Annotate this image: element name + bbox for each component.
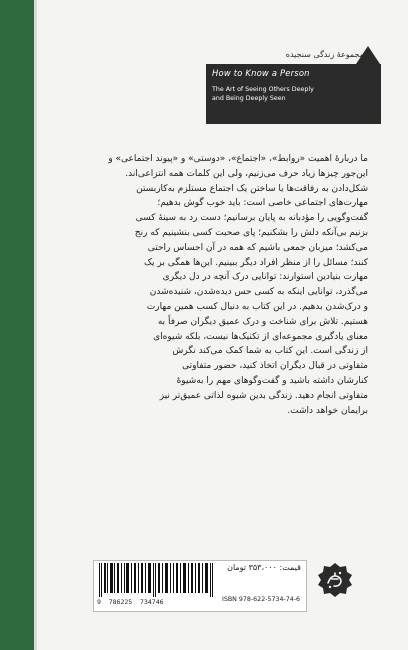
blurb-line: شکل‌دادن به رفاقت‌ها یا ساختن یک اجتماع مستلزم به‌کاربستن [136, 183, 368, 194]
blurb-line: متفاوتی در قبال دیگران اتخاذ کنید، حضور متفاوتی [182, 361, 368, 372]
english-title: How to Know a Person [212, 68, 310, 78]
blurb-line: برایمان خواهد داشت. [287, 405, 368, 416]
blurb [48, 152, 368, 418]
series-name: مجموعهٔ زندگی سنجیده [285, 50, 364, 59]
house-roof-shape [356, 46, 380, 64]
isbn-label: ISBN 978-622-5734-74-6 [222, 596, 301, 603]
blurb-line: متفاوتی انجام دهید. زندگی بدین شیوه لذاتی عمیق‌تر نیز [159, 390, 368, 401]
blurb-line: و درک‌شدن بدهیم. در این کتاب به دنبال کسب همین مهارت [146, 301, 368, 312]
blurb-line: از زندگی است. این کتاب به شما کمک می‌کند نگرش [172, 346, 368, 357]
blurb-line: بزنیم بی‌آنکه دلش را بشکنیم؛ پای صحبت کسی بنشینیم که رنج [134, 227, 368, 238]
blurb-line: می‌گذرد، توانایی اینکه به کسی حس دیده‌شدن، شنیده‌شدن [149, 287, 368, 298]
spine [0, 0, 34, 650]
publisher-logo-icon [315, 560, 355, 600]
blurb-line: ما دربارهٔ اهمیت «روابط»، «اجتماع»، «دوستی» و «پیوند اجتماعی» و [108, 154, 368, 164]
blurb-line: مهارت بنیادین استوارند: توانایی درک آنچه در دل دیگری [162, 272, 368, 283]
blurb-line: این‌جور چیزها زیاد حرف می‌زنیم، ولی این کلمات همه انتزاعی‌اند. [125, 168, 368, 179]
barcode-icon [97, 563, 215, 597]
blurb-line: می‌کشد؛ میزبان جمعی باشیم که همه در آن احساس راحتی [147, 242, 368, 253]
english-subtitle-line-1: The Art of Seeing Others Deeply [212, 86, 314, 93]
english-subtitle-line-2: and Being Deeply Seen [212, 95, 286, 102]
blurb-line: کنارشان داشته باشید و گفت‌وگوهای مهم را به‌شیوهٔ [176, 375, 368, 386]
blurb-line: هستیم. تلاش برای شناخت و درک عمیق دیگران صرفاً به [157, 316, 368, 327]
blurb-line: معنای یادگیری مجموعه‌ای از تکنیک‌ها نیست، بلکه شیوه‌ای [153, 331, 368, 342]
blurb-line: گفت‌وگویی را مؤدبانه به پایان برسانیم؛ دست رد به سینهٔ کسی [135, 213, 368, 224]
barcode-digits: 9 786225 734746 [97, 598, 164, 606]
blurb-line: مهارت‌های اجتماعی خاصی است: باید خوب گوش بدهیم؛ [157, 198, 368, 209]
price-label: قیمت: ۳۵۳،۰۰۰ تومان [227, 563, 301, 572]
blurb-line: کنند؛ مسائل را از منظر افراد دیگر ببینیم. این‌ها همگی بر یک [143, 257, 368, 268]
spine-edge [34, 0, 37, 650]
house-body-shape [356, 64, 381, 124]
title-band [206, 64, 356, 124]
